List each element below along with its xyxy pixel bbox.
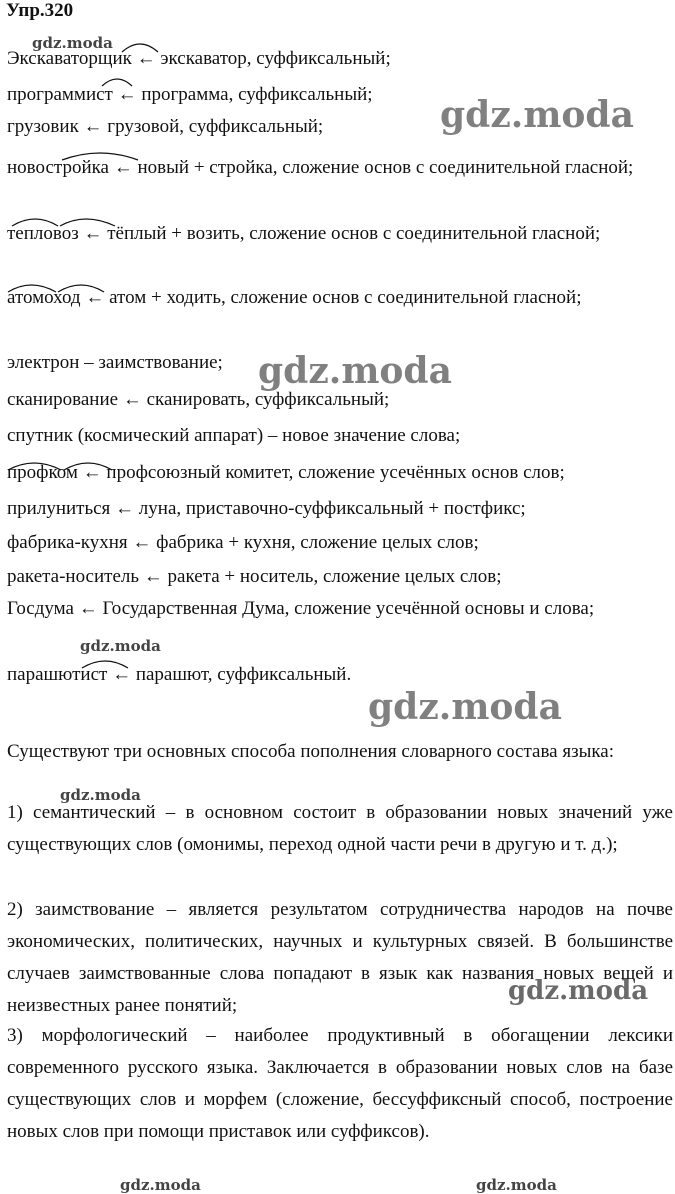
- paragraph-morphological: 3) морфологический – наиболее продуктивный в обогащении лексики современного русского языка. Заключается в образовании новых слов на базе существующих слов и морфем (сложение, бессуффиксный способ, построение новых слов при помощи приставок или суффиксов).: [7, 1025, 673, 1142]
- word-line-2: программист ← программа, суффиксальный;: [7, 84, 373, 105]
- morpheme-arc: [60, 146, 140, 162]
- paragraph-borrowing: 2) заимствование – является результатом сотрудничества народов на почве экономических, политических, научных и культурных связей. В большинстве случаев заимствованные слова попадают в язык как названия новых вещей и неизвестных ранее понятий;: [7, 899, 673, 1016]
- word-line-4: новостройка ← новый + стройка, сложение основ с соединительной гласной;: [7, 157, 634, 178]
- watermark: gdz.moda: [440, 94, 634, 136]
- watermark: gdz.moda: [80, 637, 161, 655]
- morpheme-arc: [80, 654, 130, 670]
- watermark: gdz.moda: [476, 1176, 557, 1194]
- word-line-7: электрон – заимствование;: [7, 352, 223, 373]
- watermark: gdz.moda: [508, 976, 649, 1006]
- exercise-title: Упр.320: [6, 0, 74, 21]
- watermark: gdz.moda: [258, 350, 452, 392]
- morpheme-arc: [6, 456, 116, 472]
- morpheme-arc: [10, 212, 120, 228]
- morpheme-arc: [6, 278, 106, 294]
- word-line-14: Госдума ← Государственная Дума, сложение усечённой основы и слова;: [7, 598, 595, 619]
- word-line-12: фабрика-кухня ← фабрика + кухня, сложение целых слов;: [7, 532, 479, 553]
- morpheme-arc: [100, 72, 134, 88]
- word-line-3: грузовик ← грузовой, суффиксальный;: [7, 116, 324, 137]
- paragraph-semantic: 1) семантический – в основном состоит в образовании новых значений уже существующих слов (омонимы, переход одной части речи в другую и т. д.);: [7, 802, 673, 855]
- word-line-5: тепловоз ← тёплый + возить, сложение основ с соединительной гласной;: [7, 223, 601, 244]
- morpheme-arc: [120, 36, 160, 54]
- word-line-11: прилуниться ← луна, приставочно-суффиксальный + постфикс;: [7, 498, 526, 519]
- watermark: gdz.moda: [368, 686, 562, 728]
- word-line-8: сканирование ← сканировать, суффиксальный;: [7, 389, 390, 410]
- watermark: gdz.moda: [120, 1176, 201, 1194]
- word-line-10: профком ← профсоюзный комитет, сложение усечённых основ слов;: [7, 462, 565, 483]
- watermark: gdz.moda: [60, 786, 141, 804]
- word-line-15: парашютист ← парашют, суффиксальный.: [7, 664, 352, 685]
- word-line-6: атомоход ← атом + ходить, сложение основ с соединительной гласной;: [7, 287, 582, 308]
- paragraph-intro: Существуют три основных способа пополнения словарного состава языка:: [7, 741, 615, 762]
- word-line-13: ракета-носитель ← ракета + носитель, сложение целых слов;: [7, 566, 502, 587]
- word-line-9: спутник (космический аппарат) – новое значение слова;: [7, 425, 461, 446]
- watermark: gdz.moda: [32, 34, 113, 52]
- word-line-1: Экскаваторщик ← экскаватор, суффиксальный;: [7, 48, 391, 69]
